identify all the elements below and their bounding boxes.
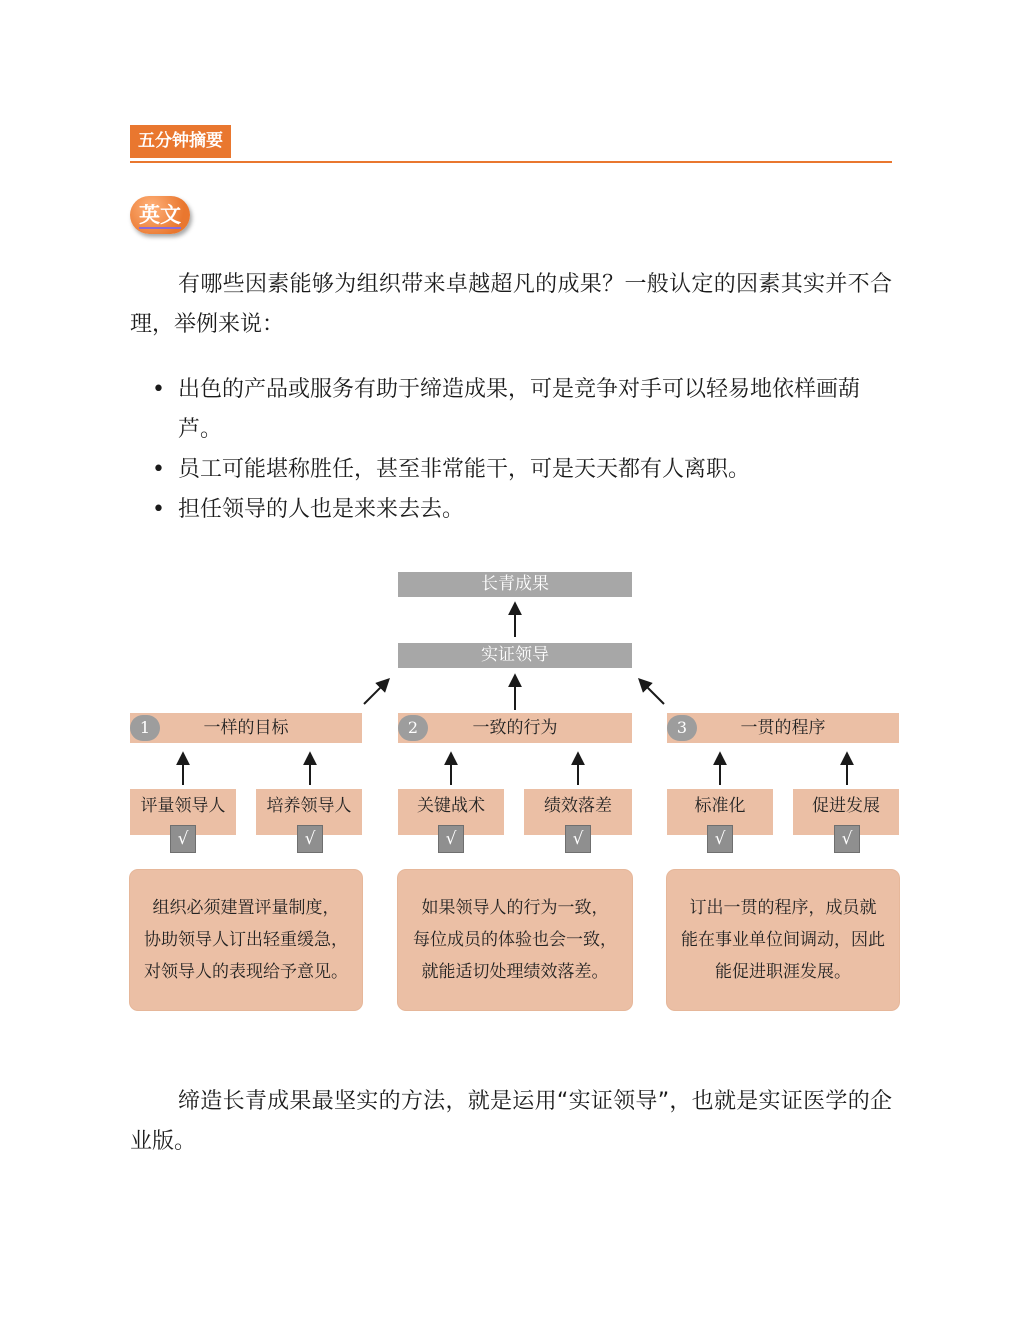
arrow-pillar-1-to-middle bbox=[364, 680, 388, 704]
pillar-3-description bbox=[667, 870, 899, 1010]
description-line: 组织必须建置评量制度， bbox=[152, 898, 340, 918]
description-line: 就能适切处理绩效落差。 bbox=[421, 962, 609, 982]
diagram-top-box: 长青成果 bbox=[398, 572, 632, 597]
pillar-2-number: 2 bbox=[398, 715, 428, 741]
description-line: 订出一贯的程序，成员就 bbox=[689, 898, 877, 918]
pillar-3-number: 3 bbox=[667, 715, 697, 741]
bullet-item: • 出色的产品或服务有助于缔造成果，可是竞争对手可以轻易地依样画葫芦。 bbox=[130, 370, 892, 450]
bullet-item: • 担任领导的人也是来来去去。 bbox=[130, 490, 892, 530]
pillar-1-item-1: 评量领导人 bbox=[130, 789, 236, 835]
description-line: 每位成员的体验也会一致， bbox=[413, 930, 617, 950]
description-line: 能在事业单位间调动，因此 bbox=[681, 930, 885, 950]
intro-paragraph: 有哪些因素能够为组织带来卓越超凡的成果？一般认定的因素其实并不合理，举例来说： bbox=[130, 272, 892, 337]
description-line: 对领导人的表现给予意见。 bbox=[144, 962, 348, 982]
pillar-3-bar bbox=[667, 713, 899, 743]
pillar-2-item-1: 关键战术 bbox=[398, 789, 504, 835]
conclusion-paragraph: 缔造长青成果最坚实的方法，就是运用“实证领导”，也就是实证医学的企业版。 bbox=[130, 1089, 892, 1154]
pillar-1-description bbox=[130, 870, 362, 1010]
description-line: 如果领导人的行为一致， bbox=[421, 898, 609, 918]
bullet-item: • 员工可能堪称胜任，甚至非常能干，可是天天都有人离职。 bbox=[130, 450, 892, 490]
pillar-1-number: 1 bbox=[130, 715, 160, 741]
pillar-1-title: 一样的目标 bbox=[203, 718, 289, 738]
check-mark-icon: √ bbox=[438, 825, 464, 853]
pillar-3-item-2: 促进发展 bbox=[793, 789, 899, 835]
check-mark-icon: √ bbox=[297, 825, 323, 853]
arrow-pillar-3-to-middle bbox=[640, 680, 664, 704]
description-line: 协助领导人订出轻重缓急， bbox=[144, 930, 348, 950]
pillar-2-bar bbox=[398, 713, 632, 743]
check-mark-icon: √ bbox=[565, 825, 591, 853]
pillar-3-title: 一贯的程序 bbox=[740, 718, 826, 738]
pillar-1-bar bbox=[130, 713, 362, 743]
pillar-2-title: 一致的行为 bbox=[472, 718, 558, 738]
pillar-2-description bbox=[398, 870, 632, 1010]
pillar-3-item-1: 标准化 bbox=[667, 789, 773, 835]
description-line: 能促进职涯发展。 bbox=[715, 962, 851, 982]
check-mark-icon: √ bbox=[170, 825, 196, 853]
pillar-1-item-2: 培养领导人 bbox=[256, 789, 362, 835]
language-badge-label: 英文 bbox=[139, 203, 181, 227]
pillar-2-item-2: 绩效落差 bbox=[524, 789, 632, 835]
diagram-middle-box: 实证领导 bbox=[398, 643, 632, 668]
check-mark-icon: √ bbox=[707, 825, 733, 853]
check-mark-icon: √ bbox=[834, 825, 860, 853]
section-title: 五分钟摘要 bbox=[130, 125, 231, 158]
